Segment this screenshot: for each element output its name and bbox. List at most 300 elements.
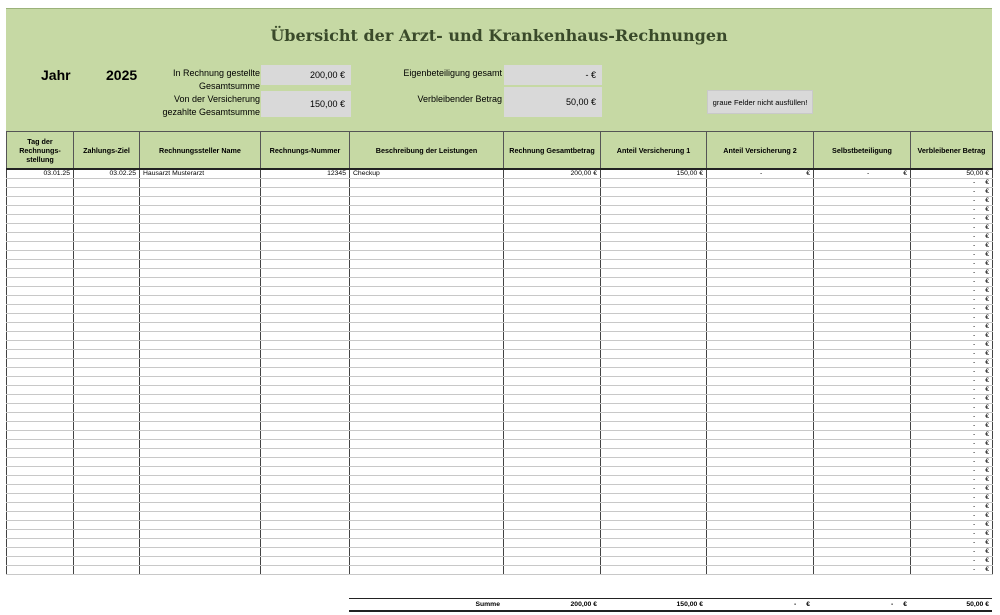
invoice-date-cell[interactable]	[7, 539, 74, 548]
self-share-cell[interactable]	[814, 305, 911, 314]
description-cell[interactable]	[350, 485, 504, 494]
invoice-date-cell[interactable]	[7, 377, 74, 386]
description-cell[interactable]	[350, 512, 504, 521]
invoice-date-cell[interactable]	[7, 314, 74, 323]
invoice-number-cell[interactable]	[261, 251, 350, 260]
total-cell[interactable]	[504, 350, 601, 359]
self-share-cell[interactable]	[814, 485, 911, 494]
invoice-number-cell[interactable]	[261, 188, 350, 197]
insurance2-cell[interactable]	[707, 413, 814, 422]
insurance1-cell[interactable]	[601, 197, 707, 206]
provider-cell[interactable]	[140, 557, 261, 566]
self-share-cell[interactable]	[814, 269, 911, 278]
insurance1-cell[interactable]	[601, 323, 707, 332]
description-cell[interactable]	[350, 350, 504, 359]
invoice-date-cell[interactable]	[7, 323, 74, 332]
total-cell[interactable]	[504, 449, 601, 458]
invoice-date-cell[interactable]	[7, 332, 74, 341]
self-share-cell[interactable]	[814, 476, 911, 485]
self-share-cell[interactable]	[814, 188, 911, 197]
provider-cell[interactable]	[140, 512, 261, 521]
due-date-cell[interactable]	[74, 215, 140, 224]
invoice-number-cell[interactable]	[261, 413, 350, 422]
provider-cell[interactable]	[140, 521, 261, 530]
invoice-number-cell[interactable]	[261, 197, 350, 206]
invoice-date-cell[interactable]	[7, 224, 74, 233]
insurance1-cell[interactable]	[601, 467, 707, 476]
total-cell[interactable]	[504, 305, 601, 314]
invoice-number-cell[interactable]	[261, 476, 350, 485]
total-cell[interactable]	[504, 548, 601, 557]
invoice-date-cell[interactable]	[7, 512, 74, 521]
invoice-number-cell[interactable]	[261, 215, 350, 224]
provider-cell[interactable]	[140, 179, 261, 188]
due-date-cell[interactable]	[74, 440, 140, 449]
invoice-date-cell[interactable]	[7, 395, 74, 404]
invoice-date-cell[interactable]	[7, 260, 74, 269]
self-share-cell[interactable]	[814, 251, 911, 260]
provider-cell[interactable]	[140, 413, 261, 422]
provider-cell[interactable]	[140, 449, 261, 458]
insurance1-cell[interactable]	[601, 206, 707, 215]
self-share-cell[interactable]	[814, 530, 911, 539]
insurance1-cell[interactable]	[601, 440, 707, 449]
description-cell[interactable]	[350, 449, 504, 458]
insurance2-cell[interactable]	[707, 530, 814, 539]
invoice-date-cell[interactable]	[7, 188, 74, 197]
due-date-cell[interactable]	[74, 503, 140, 512]
self-share-cell[interactable]	[814, 287, 911, 296]
due-date-cell[interactable]	[74, 512, 140, 521]
provider-cell[interactable]	[140, 233, 261, 242]
provider-cell[interactable]	[140, 539, 261, 548]
self-share-cell[interactable]	[814, 539, 911, 548]
total-cell[interactable]	[504, 494, 601, 503]
insurance1-cell[interactable]	[601, 368, 707, 377]
invoice-date-cell[interactable]	[7, 521, 74, 530]
self-share-cell[interactable]	[814, 566, 911, 575]
insurance2-cell[interactable]	[707, 458, 814, 467]
insurance1-cell[interactable]	[601, 287, 707, 296]
self-share-cell[interactable]	[814, 404, 911, 413]
provider-cell[interactable]	[140, 305, 261, 314]
invoice-date-cell[interactable]	[7, 386, 74, 395]
insurance1-cell[interactable]	[601, 557, 707, 566]
provider-cell[interactable]	[140, 314, 261, 323]
invoice-date-cell[interactable]	[7, 431, 74, 440]
description-cell[interactable]	[350, 251, 504, 260]
insurance1-cell[interactable]	[601, 512, 707, 521]
total-cell[interactable]	[504, 341, 601, 350]
due-date-cell[interactable]	[74, 206, 140, 215]
insurance2-cell[interactable]	[707, 278, 814, 287]
due-date-cell[interactable]	[74, 449, 140, 458]
due-date-cell[interactable]	[74, 314, 140, 323]
insurance2-cell[interactable]	[707, 314, 814, 323]
insurance2-cell[interactable]	[707, 242, 814, 251]
invoice-date-cell[interactable]	[7, 422, 74, 431]
due-date-cell[interactable]	[74, 260, 140, 269]
description-cell[interactable]	[350, 422, 504, 431]
total-cell[interactable]	[504, 242, 601, 251]
description-cell[interactable]	[350, 242, 504, 251]
self-share-cell[interactable]	[814, 557, 911, 566]
insurance2-cell[interactable]	[707, 539, 814, 548]
invoice-number-cell[interactable]	[261, 422, 350, 431]
provider-cell[interactable]	[140, 494, 261, 503]
insurance1-cell[interactable]	[601, 215, 707, 224]
description-cell[interactable]	[350, 206, 504, 215]
insurance1-cell[interactable]	[601, 251, 707, 260]
provider-cell[interactable]	[140, 530, 261, 539]
provider-cell[interactable]	[140, 359, 261, 368]
provider-cell[interactable]	[140, 368, 261, 377]
total-cell[interactable]	[504, 458, 601, 467]
invoice-date-cell[interactable]	[7, 179, 74, 188]
description-cell[interactable]	[350, 395, 504, 404]
insurance1-cell[interactable]	[601, 278, 707, 287]
self-share-cell[interactable]	[814, 467, 911, 476]
provider-cell[interactable]	[140, 188, 261, 197]
self-share-cell[interactable]	[814, 169, 911, 179]
description-cell[interactable]	[350, 359, 504, 368]
description-cell[interactable]	[350, 260, 504, 269]
total-cell[interactable]	[504, 404, 601, 413]
insurance1-cell[interactable]	[601, 377, 707, 386]
self-share-cell[interactable]	[814, 548, 911, 557]
insurance2-cell[interactable]	[707, 323, 814, 332]
invoice-number-cell[interactable]	[261, 305, 350, 314]
total-cell[interactable]	[504, 251, 601, 260]
insurance2-cell[interactable]	[707, 350, 814, 359]
insurance1-cell[interactable]	[601, 224, 707, 233]
description-cell[interactable]	[350, 503, 504, 512]
invoice-number-cell[interactable]	[261, 278, 350, 287]
invoice-number-cell[interactable]	[261, 377, 350, 386]
invoice-number-cell[interactable]	[261, 296, 350, 305]
invoice-date-cell[interactable]	[7, 233, 74, 242]
insurance2-cell[interactable]	[707, 305, 814, 314]
total-cell[interactable]	[504, 440, 601, 449]
invoice-number-cell[interactable]	[261, 323, 350, 332]
due-date-cell[interactable]	[74, 251, 140, 260]
total-cell[interactable]	[504, 566, 601, 575]
invoice-number-cell[interactable]	[261, 359, 350, 368]
insurance1-cell[interactable]	[601, 296, 707, 305]
invoice-date-cell[interactable]	[7, 305, 74, 314]
description-cell[interactable]	[350, 386, 504, 395]
self-share-cell[interactable]	[814, 323, 911, 332]
invoice-date-cell[interactable]: 03.01.25	[7, 169, 74, 179]
due-date-cell[interactable]: 03.02.25	[74, 169, 140, 179]
description-cell[interactable]	[350, 530, 504, 539]
insurance2-cell[interactable]	[707, 287, 814, 296]
due-date-cell[interactable]	[74, 350, 140, 359]
provider-cell[interactable]	[140, 215, 261, 224]
insurance2-cell[interactable]	[707, 503, 814, 512]
insurance2-cell[interactable]	[707, 377, 814, 386]
description-cell[interactable]	[350, 215, 504, 224]
total-cell[interactable]	[504, 422, 601, 431]
invoice-number-cell[interactable]	[261, 539, 350, 548]
insurance1-cell[interactable]	[601, 350, 707, 359]
insurance2-cell[interactable]	[707, 169, 814, 179]
total-cell[interactable]	[504, 386, 601, 395]
insurance1-cell[interactable]	[601, 269, 707, 278]
description-cell[interactable]	[350, 269, 504, 278]
self-share-cell[interactable]	[814, 503, 911, 512]
self-share-cell[interactable]	[814, 206, 911, 215]
invoice-date-cell[interactable]	[7, 359, 74, 368]
description-cell[interactable]	[350, 224, 504, 233]
insurance2-cell[interactable]	[707, 422, 814, 431]
total-cell[interactable]	[504, 206, 601, 215]
description-cell[interactable]	[350, 323, 504, 332]
invoice-number-cell[interactable]: 12345	[261, 169, 350, 179]
description-cell[interactable]	[350, 278, 504, 287]
invoice-date-cell[interactable]	[7, 485, 74, 494]
total-cell[interactable]	[504, 530, 601, 539]
invoice-number-cell[interactable]	[261, 467, 350, 476]
description-cell[interactable]	[350, 476, 504, 485]
due-date-cell[interactable]	[74, 323, 140, 332]
insurance2-cell[interactable]	[707, 548, 814, 557]
invoice-date-cell[interactable]	[7, 440, 74, 449]
due-date-cell[interactable]	[74, 431, 140, 440]
provider-cell[interactable]	[140, 458, 261, 467]
description-cell[interactable]	[350, 179, 504, 188]
total-cell[interactable]	[504, 485, 601, 494]
due-date-cell[interactable]	[74, 278, 140, 287]
description-cell[interactable]	[350, 296, 504, 305]
total-cell[interactable]	[504, 359, 601, 368]
description-cell[interactable]	[350, 305, 504, 314]
description-cell[interactable]	[350, 368, 504, 377]
insurance1-cell[interactable]	[601, 422, 707, 431]
provider-cell[interactable]	[140, 332, 261, 341]
invoice-date-cell[interactable]	[7, 251, 74, 260]
insurance1-cell[interactable]	[601, 179, 707, 188]
invoice-date-cell[interactable]	[7, 242, 74, 251]
invoice-date-cell[interactable]	[7, 467, 74, 476]
provider-cell[interactable]	[140, 251, 261, 260]
insurance2-cell[interactable]	[707, 341, 814, 350]
provider-cell[interactable]	[140, 431, 261, 440]
due-date-cell[interactable]	[74, 197, 140, 206]
self-share-cell[interactable]	[814, 431, 911, 440]
due-date-cell[interactable]	[74, 296, 140, 305]
description-cell[interactable]	[350, 197, 504, 206]
self-share-cell[interactable]	[814, 197, 911, 206]
insurance2-cell[interactable]	[707, 215, 814, 224]
description-cell[interactable]	[350, 314, 504, 323]
invoice-date-cell[interactable]	[7, 278, 74, 287]
insurance1-cell[interactable]	[601, 458, 707, 467]
provider-cell[interactable]	[140, 350, 261, 359]
due-date-cell[interactable]	[74, 395, 140, 404]
total-cell[interactable]	[504, 503, 601, 512]
total-cell[interactable]	[504, 476, 601, 485]
insurance2-cell[interactable]	[707, 404, 814, 413]
self-share-cell[interactable]	[814, 233, 911, 242]
invoice-number-cell[interactable]	[261, 449, 350, 458]
total-cell[interactable]	[504, 467, 601, 476]
invoice-date-cell[interactable]	[7, 476, 74, 485]
total-cell[interactable]	[504, 332, 601, 341]
invoice-date-cell[interactable]	[7, 341, 74, 350]
description-cell[interactable]	[350, 458, 504, 467]
invoice-number-cell[interactable]	[261, 350, 350, 359]
invoice-date-cell[interactable]	[7, 503, 74, 512]
self-share-cell[interactable]	[814, 215, 911, 224]
description-cell[interactable]: Checkup	[350, 169, 504, 179]
insurance1-cell[interactable]	[601, 521, 707, 530]
insurance2-cell[interactable]	[707, 296, 814, 305]
self-share-cell[interactable]	[814, 449, 911, 458]
description-cell[interactable]	[350, 377, 504, 386]
invoice-date-cell[interactable]	[7, 458, 74, 467]
insurance1-cell[interactable]	[601, 341, 707, 350]
due-date-cell[interactable]	[74, 422, 140, 431]
insurance1-cell[interactable]	[601, 404, 707, 413]
self-share-cell[interactable]	[814, 458, 911, 467]
insurance1-cell[interactable]	[601, 431, 707, 440]
insurance2-cell[interactable]	[707, 197, 814, 206]
total-cell[interactable]	[504, 323, 601, 332]
invoice-number-cell[interactable]	[261, 386, 350, 395]
due-date-cell[interactable]	[74, 188, 140, 197]
invoice-number-cell[interactable]	[261, 314, 350, 323]
insurance2-cell[interactable]	[707, 566, 814, 575]
self-share-cell[interactable]	[814, 179, 911, 188]
provider-cell[interactable]	[140, 287, 261, 296]
self-share-cell[interactable]	[814, 386, 911, 395]
total-cell[interactable]	[504, 368, 601, 377]
due-date-cell[interactable]	[74, 242, 140, 251]
due-date-cell[interactable]	[74, 566, 140, 575]
invoice-number-cell[interactable]	[261, 557, 350, 566]
invoice-date-cell[interactable]	[7, 368, 74, 377]
self-share-cell[interactable]	[814, 395, 911, 404]
description-cell[interactable]	[350, 431, 504, 440]
insurance2-cell[interactable]	[707, 467, 814, 476]
insurance2-cell[interactable]	[707, 431, 814, 440]
self-share-cell[interactable]	[814, 224, 911, 233]
invoice-date-cell[interactable]	[7, 557, 74, 566]
invoice-number-cell[interactable]	[261, 431, 350, 440]
self-share-cell[interactable]	[814, 242, 911, 251]
insurance1-cell[interactable]	[601, 566, 707, 575]
invoice-date-cell[interactable]	[7, 530, 74, 539]
due-date-cell[interactable]	[74, 341, 140, 350]
self-share-cell[interactable]	[814, 512, 911, 521]
total-cell[interactable]	[504, 179, 601, 188]
insurance2-cell[interactable]	[707, 206, 814, 215]
insurance1-cell[interactable]	[601, 485, 707, 494]
due-date-cell[interactable]	[74, 305, 140, 314]
invoice-number-cell[interactable]	[261, 206, 350, 215]
insurance1-cell[interactable]	[601, 260, 707, 269]
invoice-number-cell[interactable]	[261, 512, 350, 521]
provider-cell[interactable]	[140, 278, 261, 287]
insurance1-cell[interactable]: 150,00 €	[601, 169, 707, 179]
description-cell[interactable]	[350, 566, 504, 575]
provider-cell[interactable]	[140, 566, 261, 575]
insurance1-cell[interactable]	[601, 503, 707, 512]
due-date-cell[interactable]	[74, 287, 140, 296]
description-cell[interactable]	[350, 413, 504, 422]
due-date-cell[interactable]	[74, 377, 140, 386]
provider-cell[interactable]	[140, 296, 261, 305]
insurance2-cell[interactable]	[707, 359, 814, 368]
due-date-cell[interactable]	[74, 269, 140, 278]
total-cell[interactable]	[504, 233, 601, 242]
description-cell[interactable]	[350, 440, 504, 449]
due-date-cell[interactable]	[74, 485, 140, 494]
due-date-cell[interactable]	[74, 413, 140, 422]
insurance2-cell[interactable]	[707, 368, 814, 377]
total-cell[interactable]	[504, 197, 601, 206]
total-cell[interactable]	[504, 314, 601, 323]
provider-cell[interactable]	[140, 422, 261, 431]
invoice-number-cell[interactable]	[261, 179, 350, 188]
provider-cell[interactable]	[140, 260, 261, 269]
insurance2-cell[interactable]	[707, 449, 814, 458]
invoice-number-cell[interactable]	[261, 521, 350, 530]
insurance2-cell[interactable]	[707, 251, 814, 260]
description-cell[interactable]	[350, 287, 504, 296]
total-cell[interactable]	[504, 260, 601, 269]
total-cell[interactable]	[504, 287, 601, 296]
invoice-date-cell[interactable]	[7, 269, 74, 278]
provider-cell[interactable]	[140, 503, 261, 512]
invoice-date-cell[interactable]	[7, 548, 74, 557]
self-share-cell[interactable]	[814, 341, 911, 350]
description-cell[interactable]	[350, 332, 504, 341]
due-date-cell[interactable]	[74, 233, 140, 242]
invoice-date-cell[interactable]	[7, 404, 74, 413]
provider-cell[interactable]	[140, 548, 261, 557]
self-share-cell[interactable]	[814, 278, 911, 287]
description-cell[interactable]	[350, 521, 504, 530]
self-share-cell[interactable]	[814, 359, 911, 368]
insurance2-cell[interactable]	[707, 233, 814, 242]
due-date-cell[interactable]	[74, 539, 140, 548]
provider-cell[interactable]	[140, 323, 261, 332]
insurance2-cell[interactable]	[707, 521, 814, 530]
provider-cell[interactable]	[140, 377, 261, 386]
insurance2-cell[interactable]	[707, 440, 814, 449]
invoice-number-cell[interactable]	[261, 233, 350, 242]
due-date-cell[interactable]	[74, 458, 140, 467]
invoice-date-cell[interactable]	[7, 215, 74, 224]
total-cell[interactable]	[504, 278, 601, 287]
invoice-number-cell[interactable]	[261, 341, 350, 350]
due-date-cell[interactable]	[74, 332, 140, 341]
invoice-date-cell[interactable]	[7, 296, 74, 305]
invoice-number-cell[interactable]	[261, 269, 350, 278]
description-cell[interactable]	[350, 557, 504, 566]
provider-cell[interactable]	[140, 242, 261, 251]
self-share-cell[interactable]	[814, 422, 911, 431]
total-cell[interactable]	[504, 215, 601, 224]
invoice-number-cell[interactable]	[261, 260, 350, 269]
insurance1-cell[interactable]	[601, 386, 707, 395]
insurance1-cell[interactable]	[601, 530, 707, 539]
invoice-date-cell[interactable]	[7, 413, 74, 422]
total-cell[interactable]	[504, 512, 601, 521]
description-cell[interactable]	[350, 233, 504, 242]
